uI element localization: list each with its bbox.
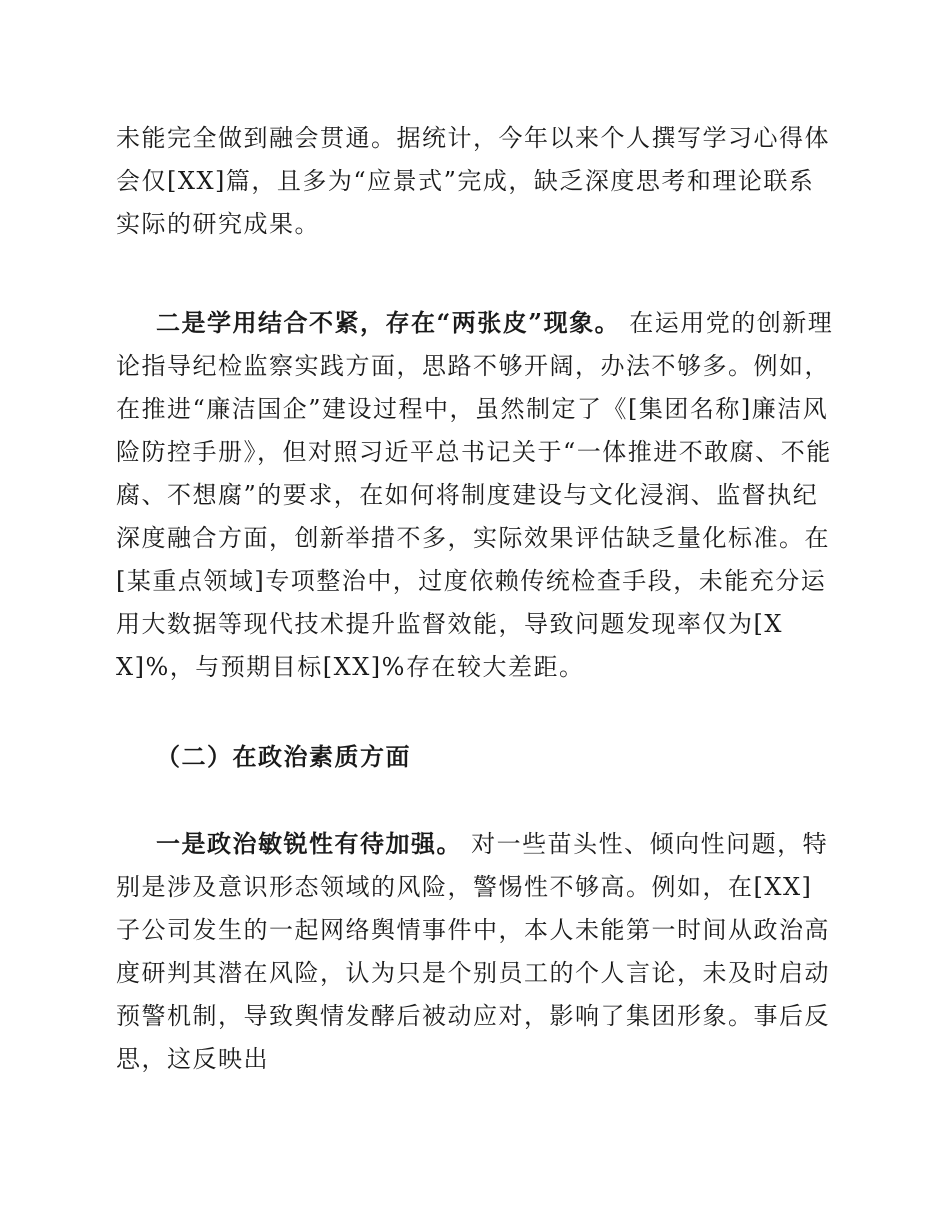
paragraph-political-sensitivity xyxy=(116,822,836,1081)
paragraph-lead: 二是学用结合不紧，存在“两张皮”现象。 xyxy=(156,308,621,337)
section-heading: （二）在政治素质方面 xyxy=(156,742,411,771)
paragraph-text: 对一些苗头性、倾向性问题，特别是涉及意识形态领域的风险，警惕性不够高。例如，在[XX]子公司发生的一起网络舆情事件中，本人未能第一时间从政治高度研判其潜在风险，认为只是个别员工的个人言论，未及时启动预警机制，导致舆情发酵后被动应对，影响了集团形象。事后反思，这反映出 xyxy=(116,830,830,1073)
paragraph-study-application xyxy=(116,301,836,689)
paragraph-text: 未能完全做到融会贯通。据统计，今年以来个人撰写学习心得体会仅[XX]篇，且多为“应景式”完成，缺乏深度思考和理论联系实际的研究成果。 xyxy=(116,124,830,238)
paragraph-text: 在运用党的创新理论指导纪检监察实践方面，思路不够开阔，办法不够多。例如，在推进“廉洁国企”建设过程中，虽然制定了《[集团名称]廉洁风险防控手册》，但对照习近平总书记关于“一体推进不敢腐、不能腐、不想腐”的要求，在如何将制度建设与文化浸润、监督执纪深度融合方面，创新举措不多，实际效果评估缺乏量化标准。在[某重点领域]专项整治中，过度依赖传统检查手段，未能充分运用大数据等现代技术提升监督效能，导致问题发现率仅为[XX]%，与预期目标[XX]%存在较大差距。 xyxy=(116,309,834,681)
paragraph-continuation xyxy=(116,117,836,246)
paragraph-lead: 一是政治敏锐性有待加强。 xyxy=(156,829,462,858)
